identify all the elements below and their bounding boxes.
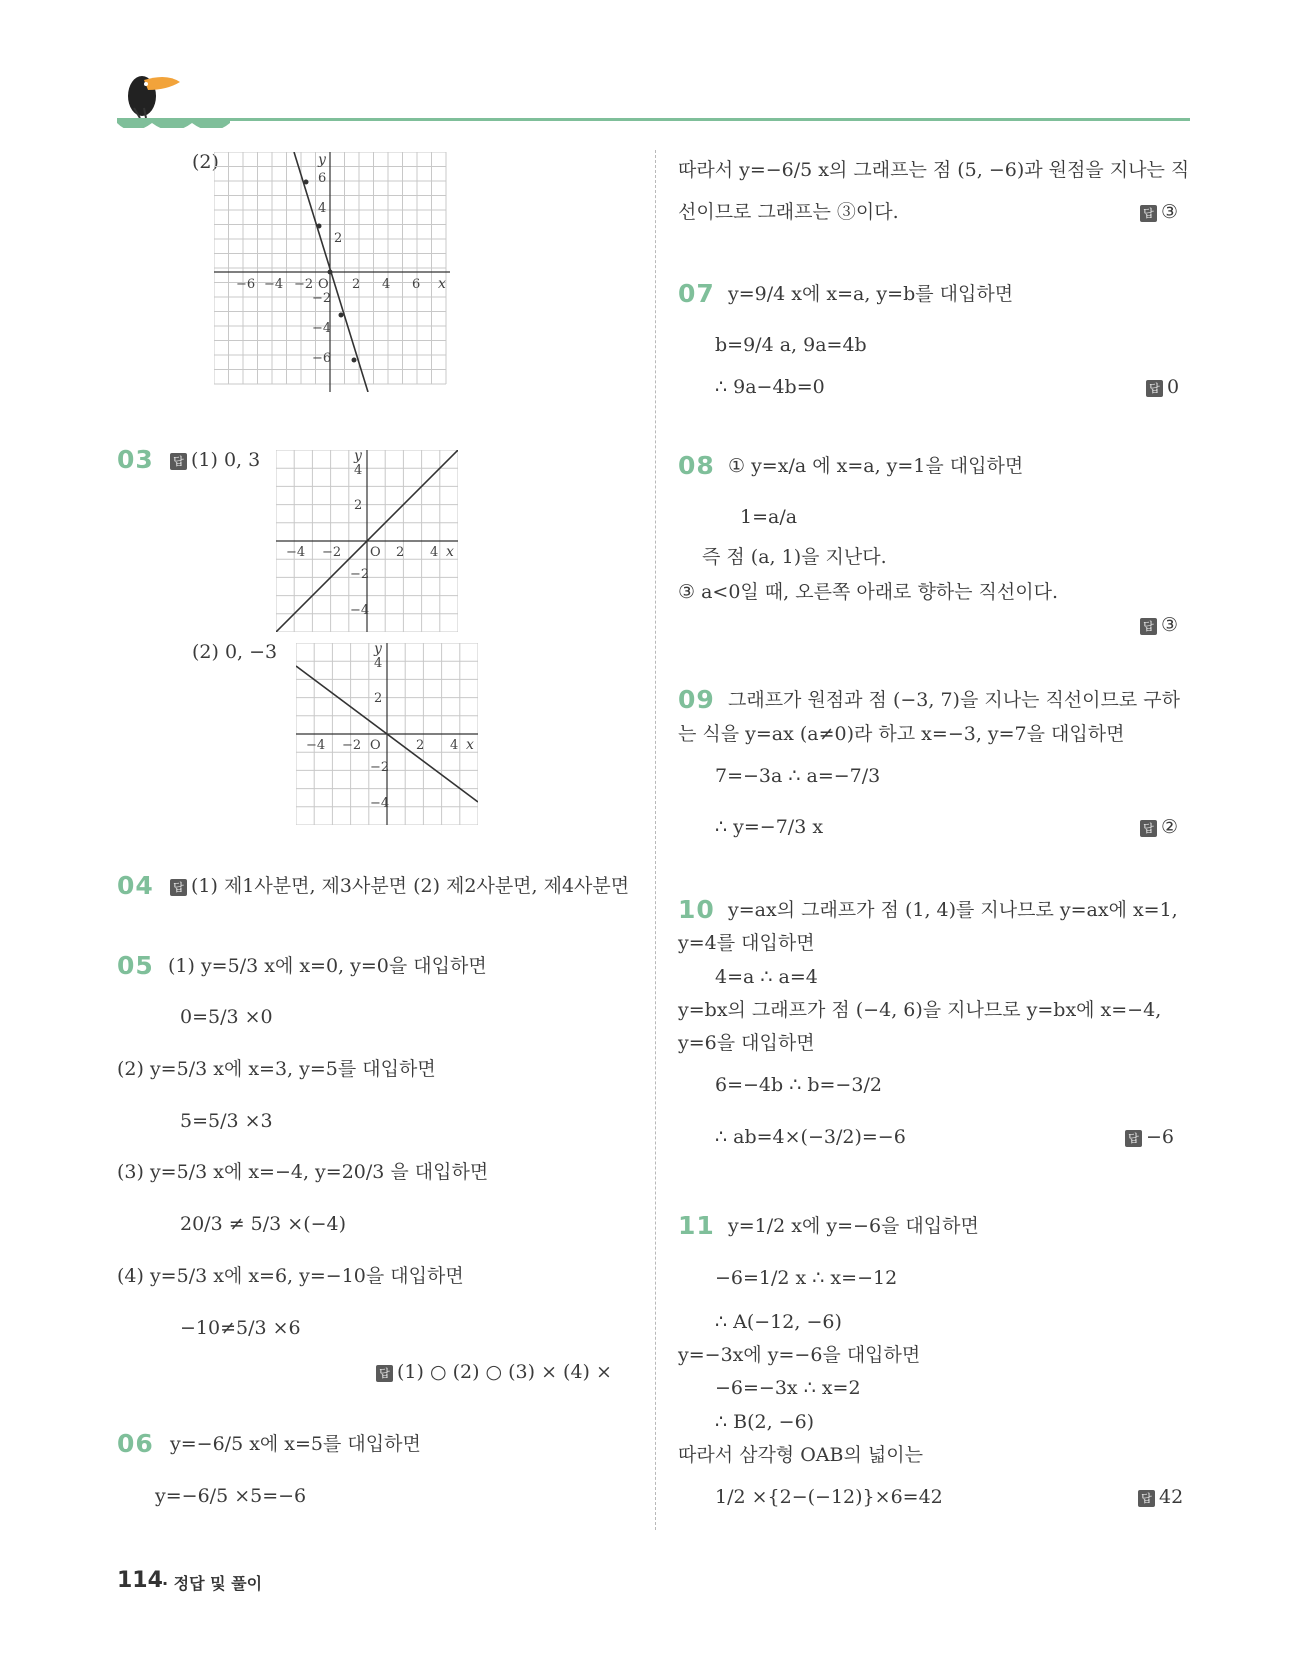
q03-part1 — [170, 448, 260, 472]
g02-xtick: −4 — [264, 277, 284, 292]
g02-ylabel: y — [318, 152, 326, 168]
q05-number: 05 — [117, 951, 154, 980]
q06-cont-line: 선이므로 그래프는 ③이다. — [678, 201, 899, 223]
g03b-xtick: 4 — [450, 738, 459, 753]
q10-line: 6=−4b ∴ b=−3/2 — [715, 1074, 882, 1096]
q06-answer-text: ③ — [1161, 201, 1179, 223]
header-rule — [130, 118, 1190, 121]
g03a-xtick: −2 — [322, 545, 342, 560]
q11-line: 1/2 ×{2−(−12)}×6=42 — [715, 1486, 943, 1508]
page-number: 114 — [117, 1568, 163, 1593]
q10-line: 4=a ∴ a=4 — [715, 966, 818, 988]
g02-ytick: 2 — [334, 231, 343, 246]
answer-icon: 답 — [1140, 618, 1157, 635]
g03a-ytick: −2 — [350, 567, 370, 582]
g03b-ytick: 2 — [374, 691, 383, 706]
g03b-ylabel: y — [374, 643, 382, 657]
answer-icon: 답 — [1125, 1130, 1142, 1147]
q06-line: y=−6/5 x에 x=5를 대입하면 — [170, 1433, 421, 1455]
g02-xtick: 4 — [382, 277, 391, 292]
q05-line: 0=5/3 ×0 — [180, 1006, 273, 1028]
g02-xlabel: x — [438, 276, 446, 292]
q05-line: 5=5/3 ×3 — [180, 1110, 273, 1132]
q08-line: 1=a/a — [740, 506, 798, 528]
q04-answer — [170, 874, 629, 898]
g03b-ytick: −2 — [370, 760, 390, 775]
graph-q03-2 — [296, 643, 478, 829]
q09-line: ∴ y=−7/3 x — [715, 816, 824, 838]
q05-line: −10≠5/3 ×6 — [180, 1317, 301, 1339]
q11-answer-text: 42 — [1159, 1486, 1184, 1508]
q11-line: y=1/2 x에 y=−6을 대입하면 — [728, 1215, 979, 1237]
q05-answer-text: (1) ○ (2) ○ (3) × (4) × — [397, 1361, 612, 1383]
q10-line: y=ax의 그래프가 점 (1, 4)를 지나므로 y=ax에 x=1, — [728, 899, 1178, 921]
q11-line: −6=1/2 x ∴ x=−12 — [715, 1267, 898, 1289]
g02-xtick: O — [318, 277, 329, 292]
g02-ytick: −4 — [312, 321, 332, 336]
g02-xtick: 6 — [412, 277, 421, 292]
q11-line: 따라서 삼각형 OAB의 넓이는 — [678, 1444, 923, 1466]
g03a-xtick: −4 — [286, 545, 306, 560]
q05-line: 20/3 ≠ 5/3 ×(−4) — [180, 1213, 347, 1235]
q04-answer-text: (1) 제1사분면, 제3사분면 (2) 제2사분면, 제4사분면 — [191, 875, 630, 897]
q09-number: 09 — [678, 685, 715, 714]
q10-line: ∴ ab=4×(−3/2)=−6 — [715, 1126, 906, 1148]
q10-answer — [1125, 1125, 1174, 1149]
q09-line: 7=−3a ∴ a=−7/3 — [715, 765, 881, 787]
q06-cont-line: 따라서 y=−6/5 x의 그래프는 점 (5, −6)과 원점을 지나는 직 — [678, 159, 1190, 181]
q03-part1-text: (1) 0, 3 — [191, 449, 261, 471]
g02-ytick: −2 — [312, 291, 332, 306]
q05-line: (4) y=5/3 x에 x=6, y=−10을 대입하면 — [117, 1265, 464, 1287]
q05-line: (1) y=5/3 x에 x=0, y=0을 대입하면 — [168, 955, 487, 977]
q07-number: 07 — [678, 279, 715, 308]
q03-part2: (2) 0, −3 — [192, 641, 278, 663]
g02-ytick: 4 — [318, 201, 327, 216]
g03b-ytick: 4 — [374, 656, 383, 671]
q09-line: 는 식을 y=ax (a≠0)라 하고 x=−3, y=7을 대입하면 — [678, 723, 1125, 745]
q11-answer — [1138, 1485, 1183, 1509]
q03-number: 03 — [117, 445, 154, 474]
g03a-ytick: 2 — [354, 498, 363, 513]
g03b-xtick: O — [370, 738, 381, 753]
answer-icon: 답 — [1140, 205, 1157, 222]
g02-ytick: 6 — [318, 171, 327, 186]
q08-line: ③ a<0일 때, 오른쪽 아래로 향하는 직선이다. — [678, 581, 1058, 603]
column-divider — [655, 150, 656, 1530]
answer-icon: 답 — [1138, 1490, 1155, 1507]
q08-answer — [1140, 613, 1178, 637]
q11-line: −6=−3x ∴ x=2 — [715, 1377, 861, 1399]
q10-number: 10 — [678, 895, 715, 924]
g02-xtick: 2 — [352, 277, 361, 292]
answer-icon: 답 — [376, 1365, 393, 1382]
answer-icon: 답 — [1146, 380, 1163, 397]
q06-number: 06 — [117, 1429, 154, 1458]
g03a-ytick: −4 — [350, 603, 370, 618]
q09-line: 그래프가 원점과 점 (−3, 7)을 지나는 직선이므로 구하 — [728, 689, 1180, 711]
g03a-xtick: 4 — [430, 545, 439, 560]
g02-xtick: −2 — [294, 277, 314, 292]
footer-section: · 정답 및 풀이 — [162, 1574, 263, 1593]
q06-answer — [1140, 200, 1178, 224]
g02-ytick: −6 — [312, 351, 332, 366]
q05-line: (2) y=5/3 x에 x=3, y=5를 대입하면 — [117, 1058, 436, 1080]
q11-line: ∴ B(2, −6) — [715, 1411, 815, 1433]
g03a-xtick: O — [370, 545, 381, 560]
g03b-xtick: 2 — [416, 738, 425, 753]
g03b-xlabel: x — [466, 737, 474, 753]
q05-answer — [376, 1360, 612, 1384]
graph-q03-1 — [276, 450, 458, 636]
q05-line: (3) y=5/3 x에 x=−4, y=20/3 을 대입하면 — [117, 1161, 489, 1183]
g03a-ytick: 4 — [354, 463, 363, 478]
q10-answer-text: −6 — [1146, 1126, 1175, 1148]
q11-number: 11 — [678, 1211, 715, 1240]
g03a-xtick: 2 — [396, 545, 405, 560]
q11-line: ∴ A(−12, −6) — [715, 1311, 842, 1333]
g03b-xtick: −2 — [342, 738, 362, 753]
q07-line: y=9/4 x에 x=a, y=b를 대입하면 — [728, 283, 1014, 305]
q11-line: y=−3x에 y=−6을 대입하면 — [678, 1344, 921, 1366]
q06-line: y=−6/5 ×5=−6 — [155, 1485, 307, 1507]
q07-line: b=9/4 a, 9a=4b — [715, 334, 867, 356]
answer-icon: 답 — [170, 879, 187, 896]
q08-line: 즉 점 (a, 1)을 지난다. — [702, 546, 887, 568]
g02-xtick: −6 — [236, 277, 256, 292]
q10-line: y=bx의 그래프가 점 (−4, 6)을 지나므로 y=bx에 x=−4, — [678, 999, 1162, 1021]
q08-number: 08 — [678, 451, 715, 480]
q07-answer-text: 0 — [1167, 376, 1180, 398]
q02-part2-label: (2) — [192, 151, 219, 173]
q10-line: y=6을 대입하면 — [678, 1032, 815, 1054]
g03a-ylabel: y — [354, 450, 362, 464]
q07-answer — [1146, 375, 1179, 399]
g03b-xtick: −4 — [306, 738, 326, 753]
q09-answer — [1140, 815, 1178, 839]
graph-q02 — [214, 152, 454, 396]
q07-line: ∴ 9a−4b=0 — [715, 376, 825, 398]
g03b-ytick: −4 — [370, 796, 390, 811]
g03a-xlabel: x — [446, 544, 454, 560]
q09-answer-text: ② — [1161, 816, 1179, 838]
q08-line: ① y=x/a 에 x=a, y=1을 대입하면 — [728, 455, 1024, 477]
answer-icon: 답 — [1140, 820, 1157, 837]
q08-answer-text: ③ — [1161, 614, 1179, 636]
q10-line: y=4를 대입하면 — [678, 932, 815, 954]
answer-icon: 답 — [170, 453, 187, 470]
q04-number: 04 — [117, 871, 154, 900]
